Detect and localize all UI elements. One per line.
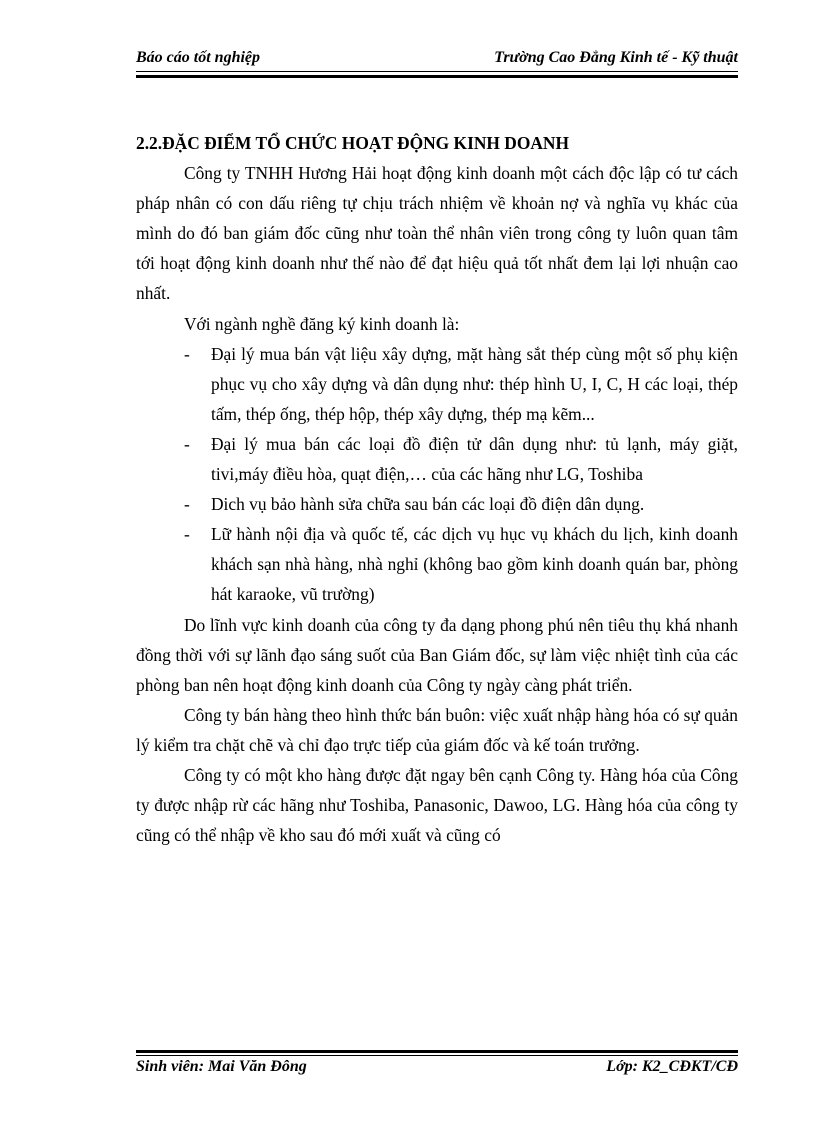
footer-student-name: Sinh viên: Mai Văn Đông	[136, 1058, 307, 1075]
body-paragraph: Do lĩnh vực kinh doanh của công ty đa dạng phong phú nên tiêu thụ khá nhanh đồng thời với sự lãnh đạo sáng suốt của Ban Giám đốc, sự làm việc nhiệt tình của các phòng ban nên hoạt động kinh doanh của Công ty ngày càng phát triển.	[136, 614, 738, 695]
list-item-text: Đại lý mua bán vật liệu xây dựng, mặt hàng sắt thép cùng một số phụ kiện phục vụ cho xây dựng và dân dụng như: thép hình U, I, C, H các loại, thép tấm, thép ống, thép hộp, thép xây dựng, thép mạ kẽm...	[211, 343, 738, 424]
page-footer	[136, 1058, 738, 1080]
header-rule-thick	[136, 75, 738, 78]
page-header	[136, 49, 738, 71]
section-heading: 2.2.ĐẶC ĐIỂM TỔ CHỨC HOẠT ĐỘNG KINH DOANH	[136, 133, 570, 153]
list-item	[136, 519, 738, 609]
header-report-title: Báo cáo tốt nghiệp	[136, 49, 261, 66]
footer-rule-thin	[136, 1055, 738, 1056]
dash-bullet: -	[184, 343, 190, 364]
header-rule-thin	[136, 71, 738, 72]
list-intro: Với ngành nghề đăng ký kinh doanh là:	[184, 313, 460, 334]
list-item-text: Đại lý mua bán các loại đồ điện tử dân dụng như: tủ lạnh, máy giặt, tivi,máy điều hòa, quạt điện,… của các hãng như LG, Toshiba	[211, 433, 738, 485]
body-paragraph: Công ty có một kho hàng được đặt ngay bên cạnh Công ty. Hàng hóa của Công ty được nhập rừ các hãng như Toshiba, Panasonic, Dawoo, LG. Hàng hóa của công ty cũng có thể nhập về kho sau đó mới xuất và cũng có	[136, 764, 738, 846]
list-item	[136, 489, 738, 519]
header-school-name: Trường Cao Đẳng Kinh tế - Kỹ thuật	[494, 49, 738, 66]
dash-bullet: -	[184, 524, 190, 545]
intro-paragraph: Công ty TNHH Hương Hải hoạt động kinh doanh một cách độc lập có tư cách pháp nhân có con dấu riêng tự chịu trách nhiệm về khoản nợ và nghĩa vụ khác của mình do đó ban giám đốc cũng như toàn thể nhân viên trong công ty luôn quan tâm tới hoạt động kinh doanh như thế nào để đạt hiệu quả tốt nhất đem lại lợi nhuận cao nhất.	[136, 163, 738, 304]
list-item	[136, 339, 738, 429]
dash-bullet: -	[184, 433, 190, 454]
business-lines-list	[136, 339, 738, 610]
list-item	[136, 429, 738, 489]
footer-class-code: Lớp: K2_CĐKT/CĐ	[606, 1058, 738, 1075]
list-item-text: Lữ hành nội địa và quốc tế, các dịch vụ hục vụ khách du lịch, kinh doanh khách sạn nhà hàng, nhà nghỉ (không bao gồm kinh doanh quán bar, phòng hát karaoke, vũ trường)	[211, 524, 738, 605]
list-item-text: Dich vụ bảo hành sửa chữa sau bán các loại đồ điện dân dụng.	[211, 494, 645, 515]
footer-rule-thick	[136, 1050, 738, 1053]
document-body	[136, 128, 738, 850]
dash-bullet: -	[184, 494, 190, 515]
body-paragraph: Công ty bán hàng theo hình thức bán buôn: việc xuất nhập hàng hóa có sự quản lý kiểm tra chặt chẽ và chỉ đạo trực tiếp của giám đốc và kế toán trưởng.	[136, 704, 738, 755]
